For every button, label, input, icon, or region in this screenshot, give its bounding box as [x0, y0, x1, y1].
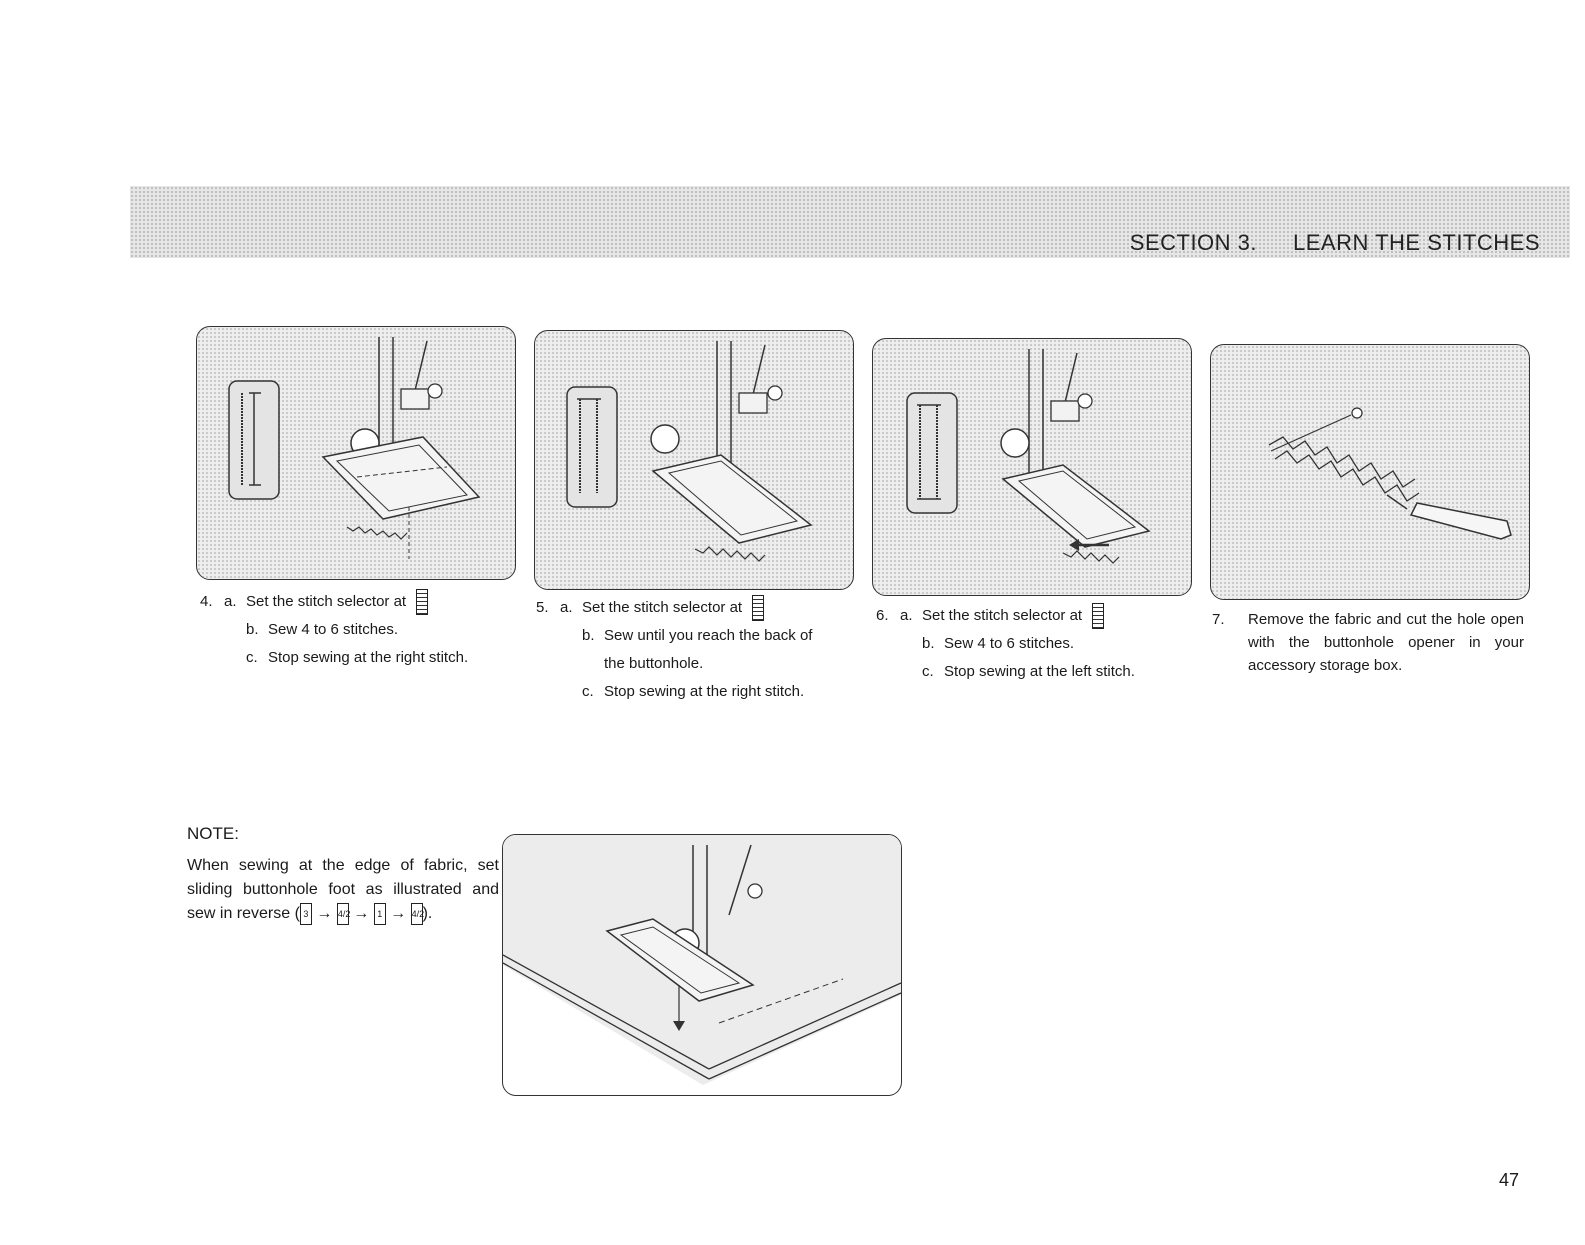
page-number: 47: [1498, 1170, 1519, 1190]
sequence-step: 4/2: [411, 903, 423, 925]
stitch-selector-icon: [1092, 603, 1104, 629]
illustration-step-5: [534, 330, 854, 590]
step-5-item-b: b. Sew until you reach the back of: [582, 627, 813, 644]
illustration-step-7: [1210, 344, 1530, 600]
step-5-item-c: c. Stop sewing at the right stitch.: [582, 683, 805, 700]
step-number: 4.: [200, 593, 213, 610]
illustration-note: [502, 834, 902, 1096]
step-5-item-b-cont: the buttonhole.: [604, 655, 704, 672]
step-6-item-a: 6. a. Set the stitch selector at: [876, 602, 1135, 630]
step-6-item-b: b. Sew 4 to 6 stitches.: [922, 635, 1075, 652]
stitch-selector-icon: [416, 589, 428, 615]
buttonhole-foot-illustration-5: [535, 331, 853, 589]
step-6: [876, 602, 1135, 686]
note-body: When sewing at the edge of fabric, set sliding buttonhole foot as illustrated and sew in reverse ( 3 → 4/2 → 1 → 4/2).: [187, 854, 499, 926]
section-number: SECTION 3.: [1129, 230, 1258, 255]
step-number: 5.: [536, 599, 549, 616]
buttonhole-foot-illustration-6: [873, 339, 1191, 595]
stitch-sequence: 3 → 4/2 → 1 → 4/2).: [300, 905, 432, 922]
step-7: [1212, 608, 1524, 677]
buttonhole-opener-illustration: [1211, 345, 1529, 599]
section-title: LEARN THE STITCHES: [1293, 230, 1540, 255]
step-4-item-c: c. Stop sewing at the right stitch.: [246, 649, 469, 666]
step-4-item-a: 4. a. Set the stitch selector at: [200, 588, 468, 616]
step-number: 6.: [876, 607, 889, 624]
step-4: [200, 588, 468, 672]
note-title: NOTE:: [187, 824, 239, 843]
sequence-step: 4/2: [337, 903, 349, 925]
stitch-selector-icon: [752, 595, 764, 621]
buttonhole-foot-illustration-4: [197, 327, 515, 579]
step-6-item-c: c. Stop sewing at the left stitch.: [922, 663, 1135, 680]
section-header-band: [130, 186, 1570, 258]
step-5: [536, 594, 812, 706]
step-5-item-a: 5. a. Set the stitch selector at: [536, 594, 812, 622]
step-number: 7.: [1212, 611, 1225, 628]
step-4-item-b: b. Sew 4 to 6 stitches.: [246, 621, 399, 638]
illustration-step-4: [196, 326, 516, 580]
sequence-step: 3: [300, 903, 312, 925]
section-header-title: [1130, 230, 1540, 256]
step-7-text: Remove the fabric and cut the hole open with the buttonhole opener in your accessory storage box.: [1248, 611, 1524, 674]
note-block: [187, 822, 499, 926]
illustration-step-6: [872, 338, 1192, 596]
sequence-step: 1: [374, 903, 386, 925]
edge-sewing-illustration: [503, 835, 901, 1095]
